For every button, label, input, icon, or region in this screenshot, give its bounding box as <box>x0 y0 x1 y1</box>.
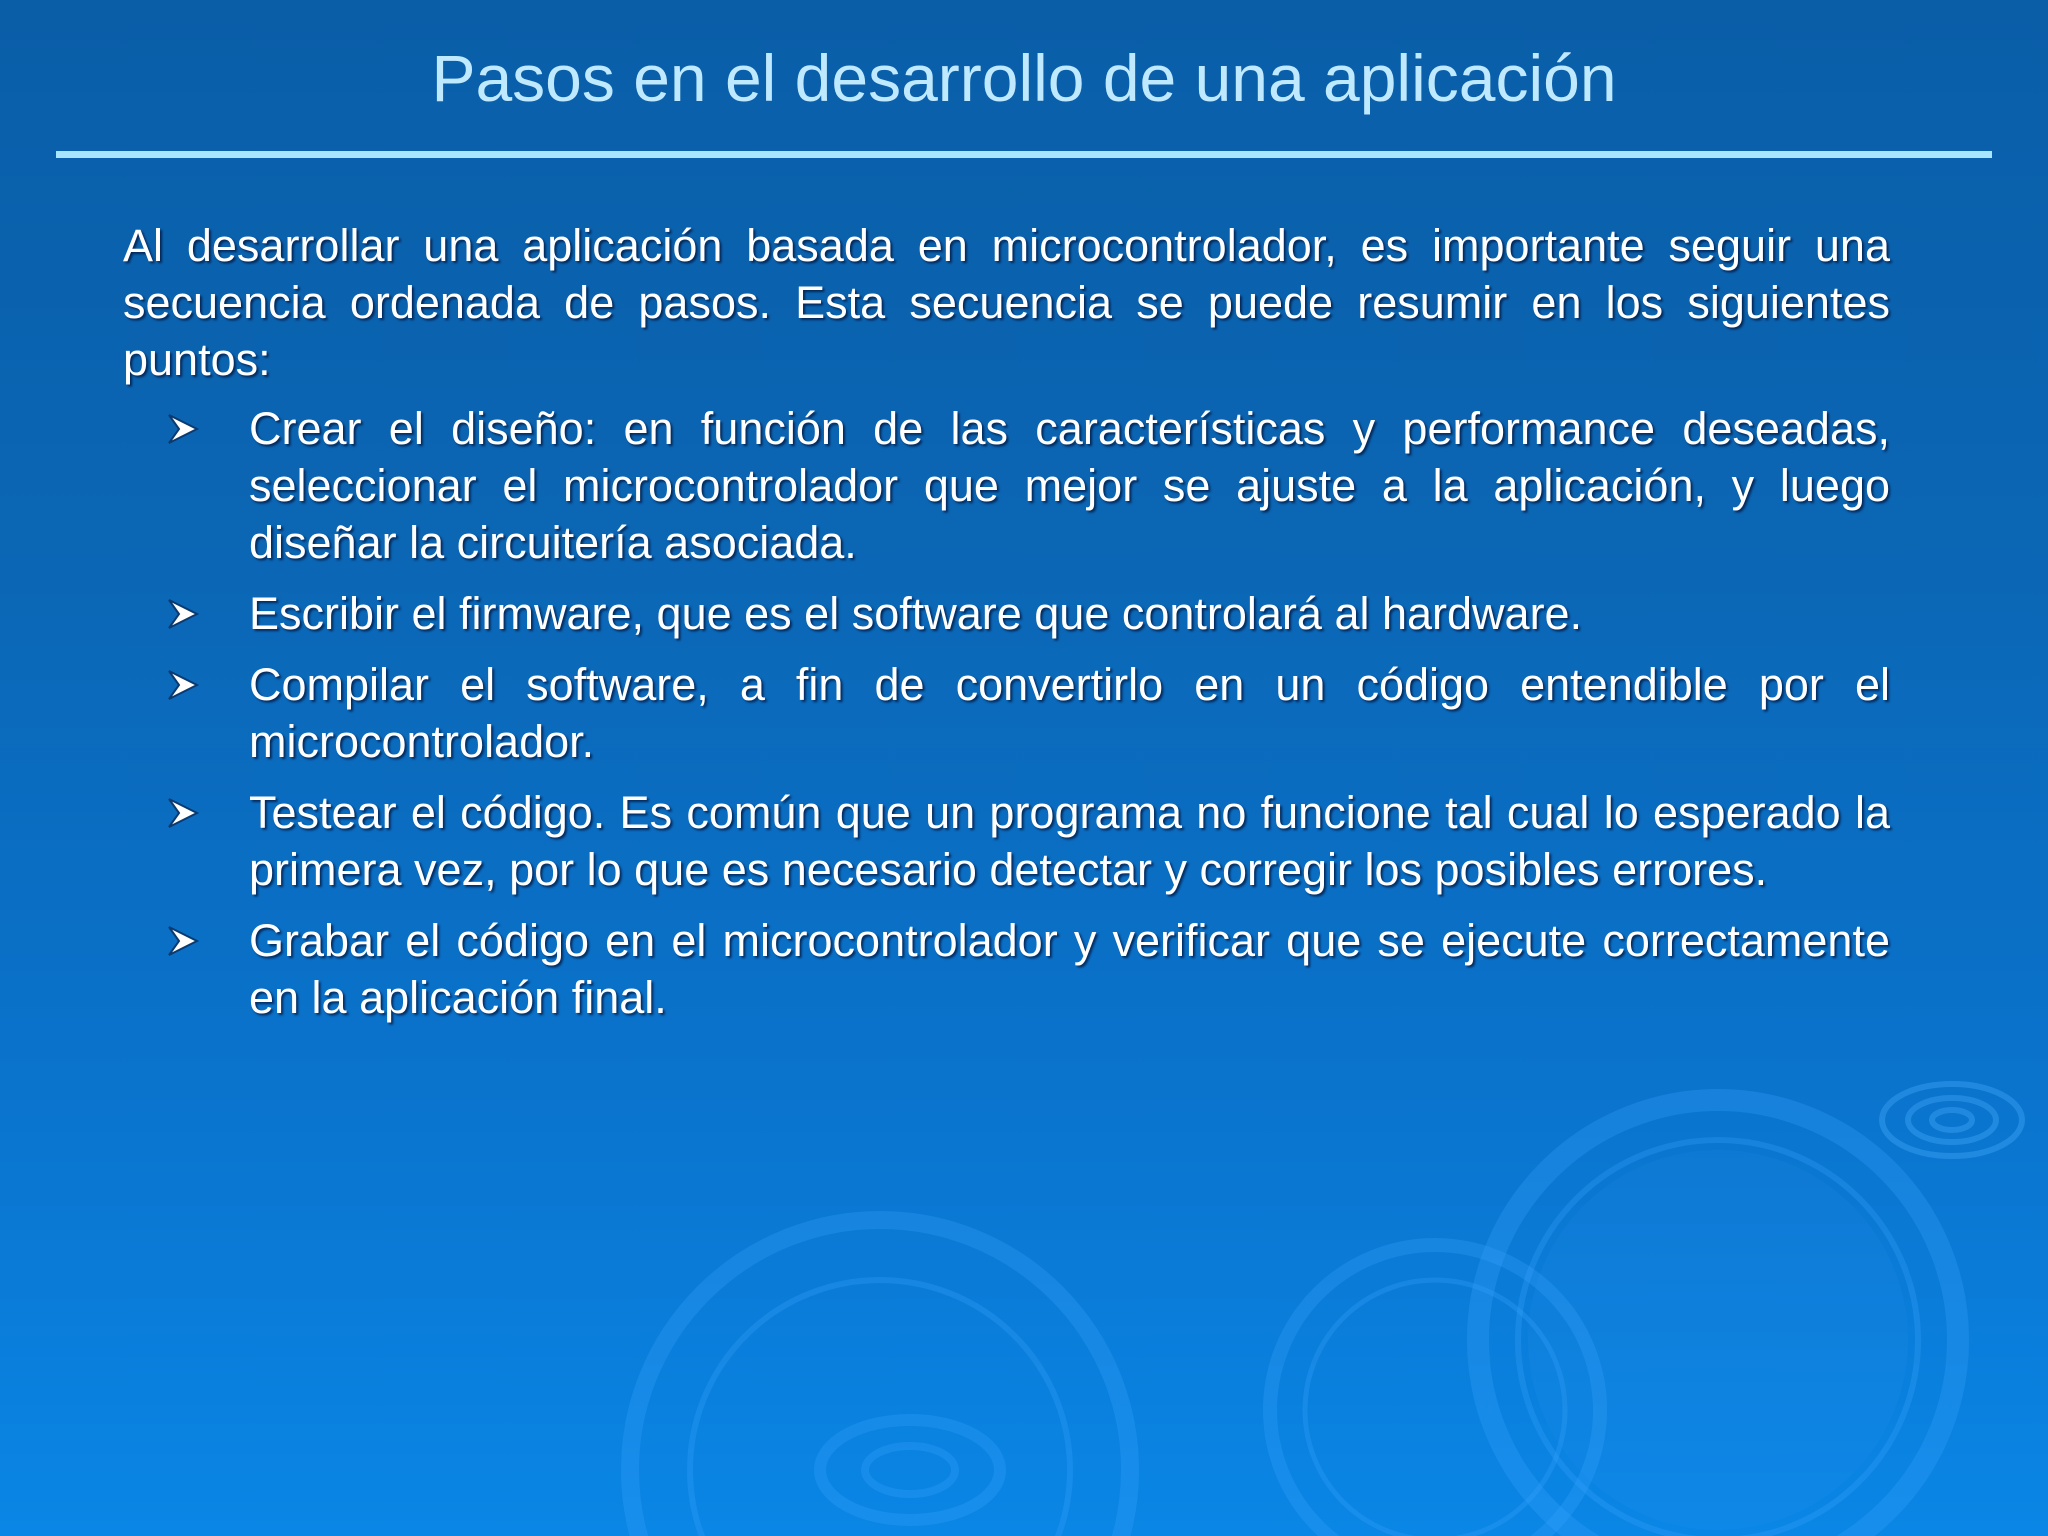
list-item-text: Escribir el firmware, que es el software que controlará al hardware. <box>249 588 1583 639</box>
list-item <box>123 656 1890 770</box>
list-item-text: Crear el diseño: en función de las características y performance deseadas, seleccionar el microcontrolador que mejor se ajuste a la aplicación, y luego diseñar la circuitería asociada. <box>249 403 1890 568</box>
arrowhead-bullet-icon <box>167 798 199 828</box>
slide-title: Pasos en el desarrollo de una aplicación <box>431 41 1617 115</box>
arrowhead-bullet-icon <box>167 926 199 956</box>
slide-body <box>123 217 1890 1040</box>
steps-list <box>123 400 1890 1026</box>
title-divider <box>56 151 1992 158</box>
intro-paragraph: Al desarrollar una aplicación basada en microcontrolador, es importante seguir una secuencia ordenada de pasos. Esta secuencia se puede resumir en los siguientes puntos: <box>123 220 1890 385</box>
list-item <box>123 784 1890 898</box>
list-item <box>123 912 1890 1026</box>
list-item-text: Testear el código. Es común que un programa no funcione tal cual lo esperado la primera vez, por lo que es necesario detectar y corregir los posibles errores. <box>249 787 1890 895</box>
arrowhead-bullet-icon <box>167 414 199 444</box>
list-item-text: Grabar el código en el microcontrolador y verificar que se ejecute correctamente en la aplicación final. <box>249 915 1890 1023</box>
arrowhead-bullet-icon <box>167 670 199 700</box>
arrowhead-bullet-icon <box>167 599 199 629</box>
list-item <box>123 585 1890 642</box>
list-item-text: Compilar el software, a fin de convertirlo en un código entendible por el microcontrolador. <box>249 659 1890 767</box>
list-item <box>123 400 1890 571</box>
